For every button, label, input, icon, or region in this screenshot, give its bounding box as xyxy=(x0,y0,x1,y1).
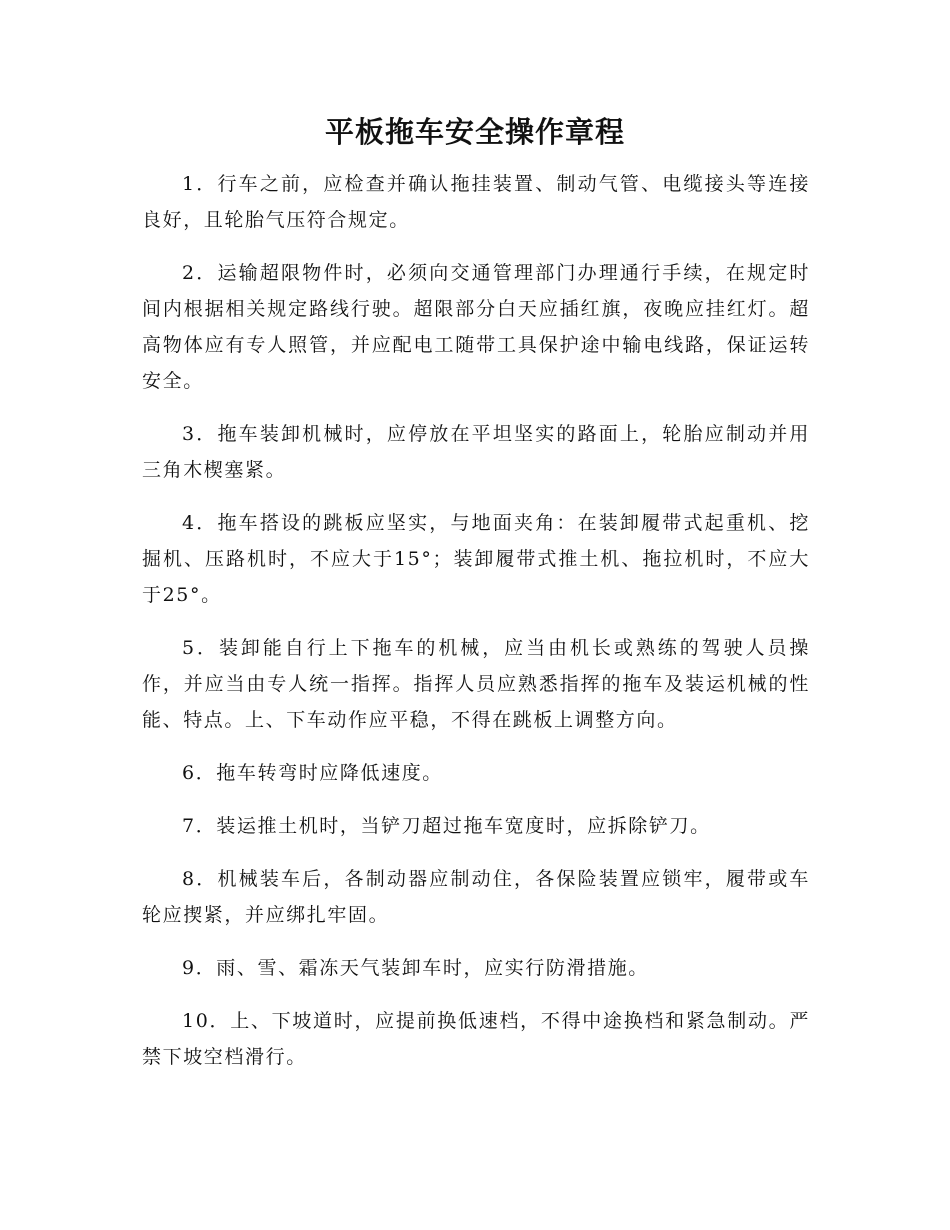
paragraph-8: 8．机械装车后，各制动器应制动住，各保险装置应锁牢，履带或车轮应揳紧，并应绑扎牢固。 xyxy=(142,868,810,926)
paragraph-5: 5．装卸能自行上下拖车的机械，应当由机长或熟练的驾驶人员操作，并应当由专人统一指挥。指挥人员应熟悉指挥的拖车及装运机械的性能、特点。上、下车动作应平稳，不得在跳板上调整方向。 xyxy=(142,637,810,731)
document-title: 平板拖车安全操作章程 xyxy=(324,115,625,149)
paragraph-6: 6．拖车转弯时应降低速度。 xyxy=(182,762,443,784)
paragraph-1: 1．行车之前，应检查并确认拖挂装置、制动气管、电缆接头等连接良好，且轮胎气压符合规定。 xyxy=(142,173,810,231)
paragraph-4: 4．拖车搭设的跳板应坚实，与地面夹角：在装卸履带式起重机、挖掘机、压路机时，不应大于15°；装卸履带式推土机、拖拉机时，不应大于25°。 xyxy=(142,512,810,606)
paragraph-7: 7．装运推土机时，当铲刀超过拖车宽度时，应拆除铲刀。 xyxy=(182,815,711,837)
paragraph-9: 9．雨、雪、霜冻天气装卸车时，应实行防滑措施。 xyxy=(182,957,649,979)
document-body xyxy=(142,166,810,1092)
paragraph-2: 2．运输超限物件时，必须向交通管理部门办理通行手续，在规定时间内根据相关规定路线行驶。超限部分白天应插红旗，夜晚应挂红灯。超高物体应有专人照管，并应配电工随带工具保护途中输电线路，保证运转安全。 xyxy=(142,262,810,392)
paragraph-10: 10．上、下坡道时，应提前换低速档，不得中途换档和紧急制动。严禁下坡空档滑行。 xyxy=(142,1010,810,1068)
paragraph-3: 3．拖车装卸机械时，应停放在平坦坚实的路面上，轮胎应制动并用三角木楔塞紧。 xyxy=(142,423,810,481)
